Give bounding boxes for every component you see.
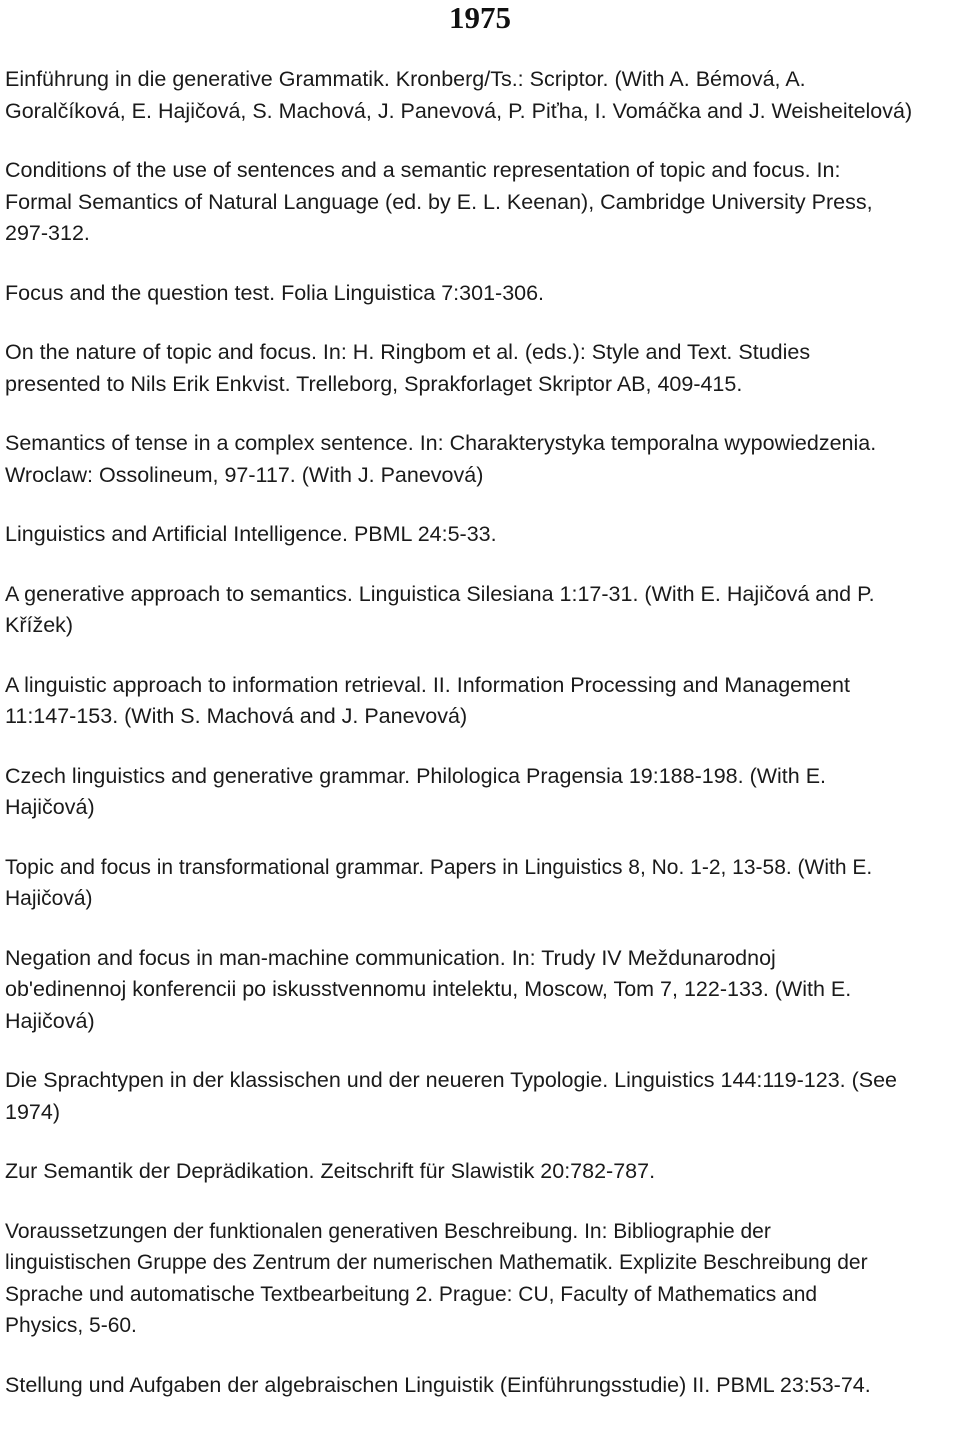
entry-line: On the nature of topic and focus. In: H. Ringbom et al. (eds.): Style and Text. Studies [5,340,811,364]
entry-line: Hajičová) [5,1008,95,1033]
entry-line: Die Sprachtypen in der klassischen und der neueren Typologie. Linguistics 144:119-123. (See [5,1068,898,1092]
bibliography-entry [5,761,957,824]
entry-line: Physics, 5-60. [5,1314,137,1337]
entry-line: Goralčíková, E. Hajičová, S. Machová, J. Panevová, P. Piťha, I. Vomáčka and J. Weisheitelová) [5,98,913,123]
bibliography-entry [5,852,957,915]
entry-line: Conditions of the use of sentences and a semantic representation of topic and focus. In: [5,158,841,182]
entry-line: Zur Semantik der Deprädikation. Zeitschrift für Slawistik 20:782-787. [5,1159,656,1183]
bibliography-entry [5,155,957,250]
bibliography-list [5,64,957,1429]
entry-line: A generative approach to semantics. Linguistica Silesiana 1:17-31. (With E. Hajičová and P. [5,581,875,606]
bibliography-entry [5,1156,957,1188]
bibliography-entry [5,579,957,642]
bibliography-entry [5,519,957,551]
entry-line: A linguistic approach to information retrieval. II. Information Processing and Management [5,672,850,697]
bibliography-entry [5,337,957,400]
bibliography-entry [5,670,957,733]
entry-line: Hajičová) [5,795,95,819]
entry-line: Focus and the question test. Folia Linguistica 7:301-306. [5,280,545,305]
entry-line: Formal Semantics of Natural Language (ed. by E. L. Keenan), Cambridge University Press, [5,189,873,214]
entry-line: Hajičová) [5,887,93,910]
entry-line: 297-312. [5,221,90,245]
entry-line: Voraussetzungen der funktionalen generativen Beschreibung. In: Bibliographie der [5,1219,771,1243]
bibliography-entry [5,943,957,1038]
entry-line: Negation and focus in man-machine communication. In: Trudy IV Meždunarodnoj [5,945,776,970]
bibliography-entry [5,1065,957,1128]
entry-line: Czech linguistics and generative grammar. Philologica Pragensia 19:188-198. (With E. [5,763,827,788]
entry-line: Sprache und automatische Textbearbeitung 2. Prague: CU, Faculty of Mathematics and [5,1282,818,1306]
entry-line: Topic and focus in transformational grammar. Papers in Linguistics 8, No. 1-2, 13-58. (With E. [5,855,873,879]
year-heading: 1975 [449,0,511,35]
entry-line: Linguistics and Artificial Intelligence. PBML 24:5-33. [5,522,497,546]
entry-line: Einführung in die generative Grammatik. Kronberg/Ts.: Scriptor. (With A. Bémová, A. [5,67,806,91]
entry-line: 11:147-153. (With S. Machová and J. Panevová) [5,704,468,728]
entry-line: presented to Nils Erik Enkvist. Trelleborg, Sprakforlaget Skriptor AB, 409-415. [5,371,743,396]
entry-line: Křížek) [5,613,74,637]
entry-line: Stellung und Aufgaben der algebraischen Linguistik (Einführungsstudie) II. PBML 23:53-74. [5,1372,871,1397]
entry-line: Semantics of tense in a complex sentence. In: Charakterystyka temporalna wypowiedzenia. [5,431,877,455]
bibliography-entry [5,64,957,127]
bibliography-entry [5,1370,957,1402]
bibliography-entry [5,1216,957,1342]
bibliography-entry [5,278,957,310]
entry-line: ob'edinennoj konferencii po iskusstvennomu intelektu, Moscow, Tom 7, 122-133. (With E. [5,977,852,1001]
entry-line: Wroclaw: Ossolineum, 97-117. (With J. Panevová) [5,462,484,487]
bibliography-entry [5,428,957,491]
entry-line: 1974) [5,1099,60,1124]
entry-line: linguistischen Gruppe des Zentrum der numerischen Mathematik. Explizite Beschreibung der [5,1251,868,1274]
